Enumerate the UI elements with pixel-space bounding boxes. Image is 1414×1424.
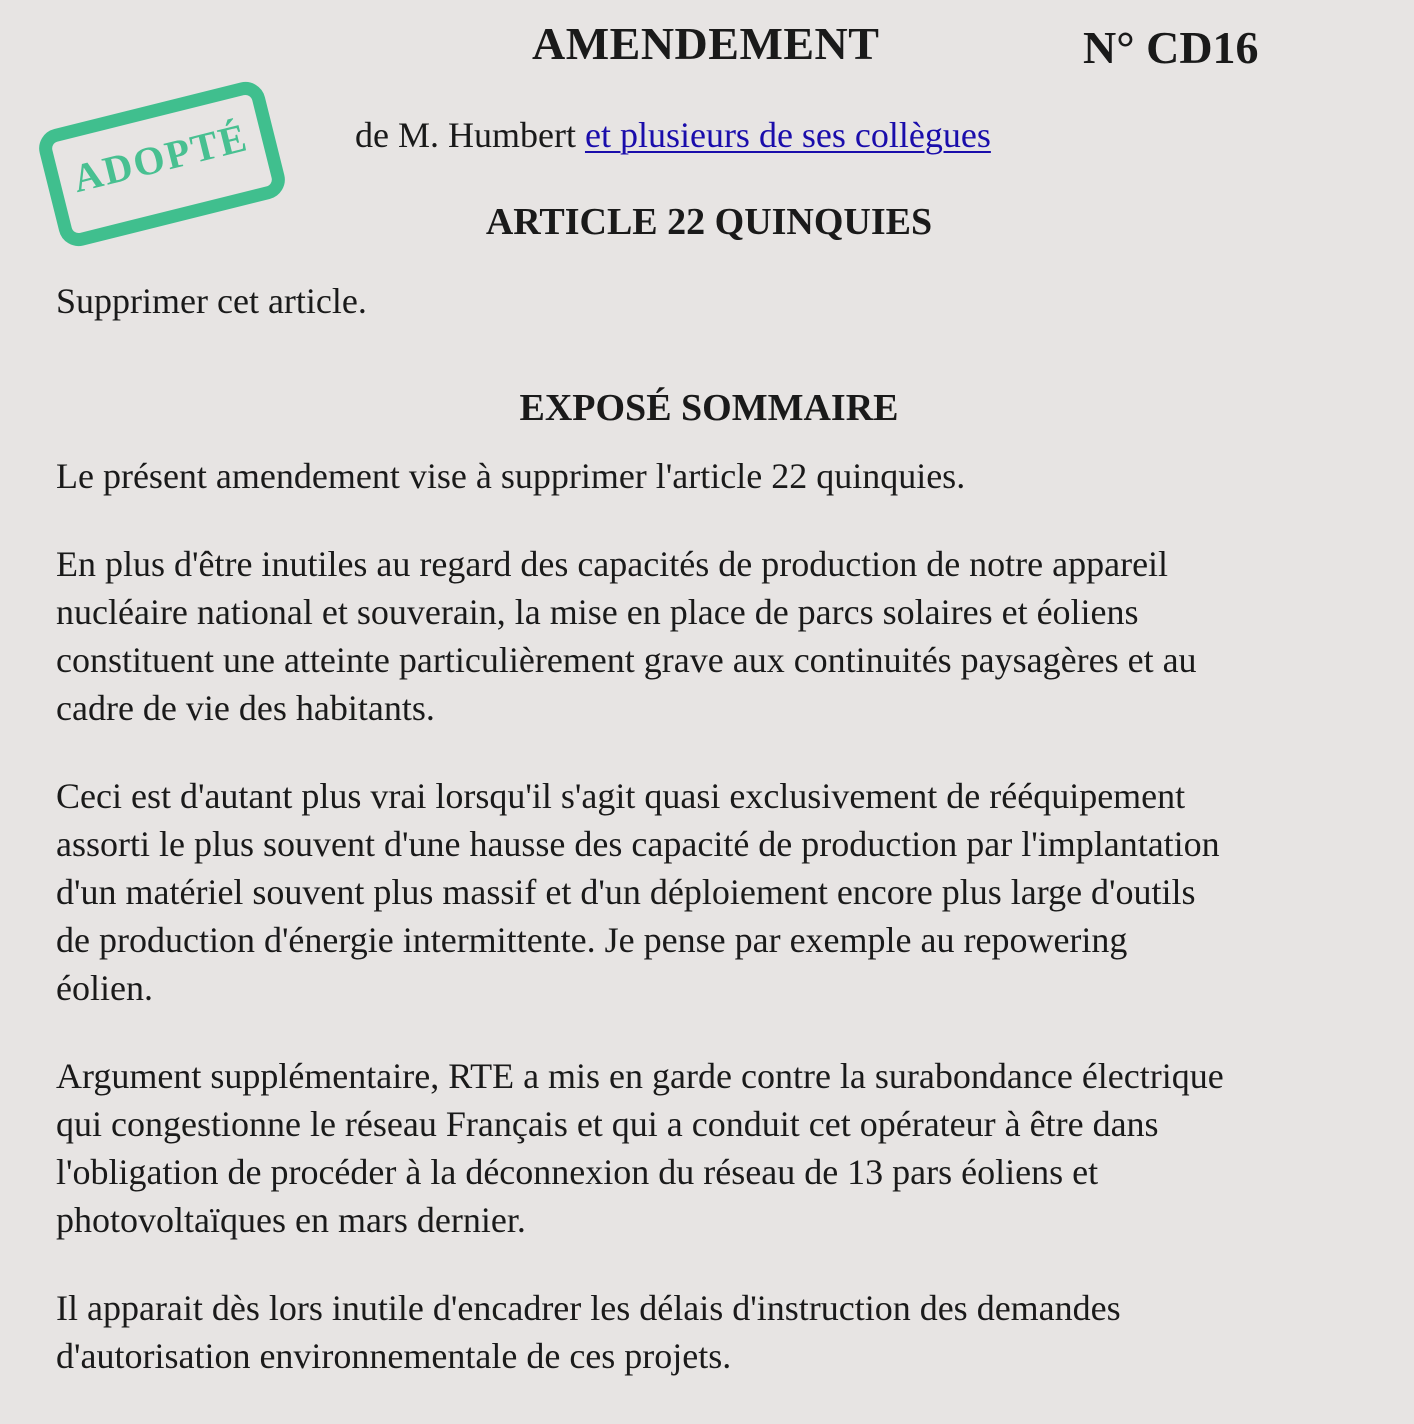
paragraph-line: Il apparait dès lors inutile d'encadrer les délais d'instruction des demandes: [56, 1288, 1121, 1328]
authors-line: [355, 112, 991, 158]
paragraph-line: photovoltaïques en mars dernier.: [56, 1200, 526, 1240]
paragraph-line: constituent une atteinte particulièrement grave aux continuités paysagères et au: [56, 640, 1197, 680]
paragraph-line: assorti le plus souvent d'une hausse des capacité de production par l'implantation: [56, 824, 1220, 864]
summary-paragraph: [56, 772, 1376, 1012]
paragraph-line: qui congestionne le réseau Français et qui a conduit cet opérateur à être dans: [56, 1104, 1159, 1144]
paragraph-line: Argument supplémentaire, RTE a mis en garde contre la surabondance électrique: [56, 1056, 1224, 1096]
paragraph-line: d'un matériel souvent plus massif et d'un déploiement encore plus large d'outils: [56, 872, 1196, 912]
amendment-title: AMENDEMENT: [532, 18, 880, 69]
amendment-number: N° CD16: [1083, 22, 1259, 73]
paragraph-line: éolien.: [56, 968, 153, 1008]
paragraph-line: nucléaire national et souverain, la mise en place de parcs solaires et éoliens: [56, 592, 1139, 632]
article-heading: ARTICLE 22 QUINQUIES: [485, 201, 933, 243]
summary-paragraph: [56, 540, 1376, 732]
paragraph-line: d'autorisation environnementale de ces projets.: [56, 1336, 732, 1376]
paragraph-line: de production d'énergie intermittente. Je pense par exemple au repowering: [56, 920, 1128, 960]
stamp-text: ADOPTÉ: [68, 114, 253, 202]
summary-paragraph: [56, 1052, 1376, 1244]
authors-prefix: de M. Humbert: [355, 115, 585, 155]
summary-paragraph: [56, 452, 1376, 500]
paragraph-line: Le présent amendement vise à supprimer l'article 22 quinquies.: [56, 456, 966, 496]
summary-paragraph: [56, 1284, 1376, 1380]
summary-heading: EXPOSÉ SOMMAIRE: [519, 387, 899, 429]
paragraph-line: l'obligation de procéder à la déconnexion du réseau de 13 pars éoliens et: [56, 1152, 1099, 1192]
cosigners-link[interactable]: et plusieurs de ses collègues: [584, 115, 991, 155]
paragraph-line: cadre de vie des habitants.: [56, 688, 435, 728]
amendment-instruction: Supprimer cet article.: [56, 281, 367, 321]
paragraph-line: Ceci est d'autant plus vrai lorsqu'il s'agit quasi exclusivement de rééquipement: [56, 776, 1186, 816]
paragraph-line: En plus d'être inutiles au regard des capacités de production de notre appareil: [56, 544, 1169, 584]
